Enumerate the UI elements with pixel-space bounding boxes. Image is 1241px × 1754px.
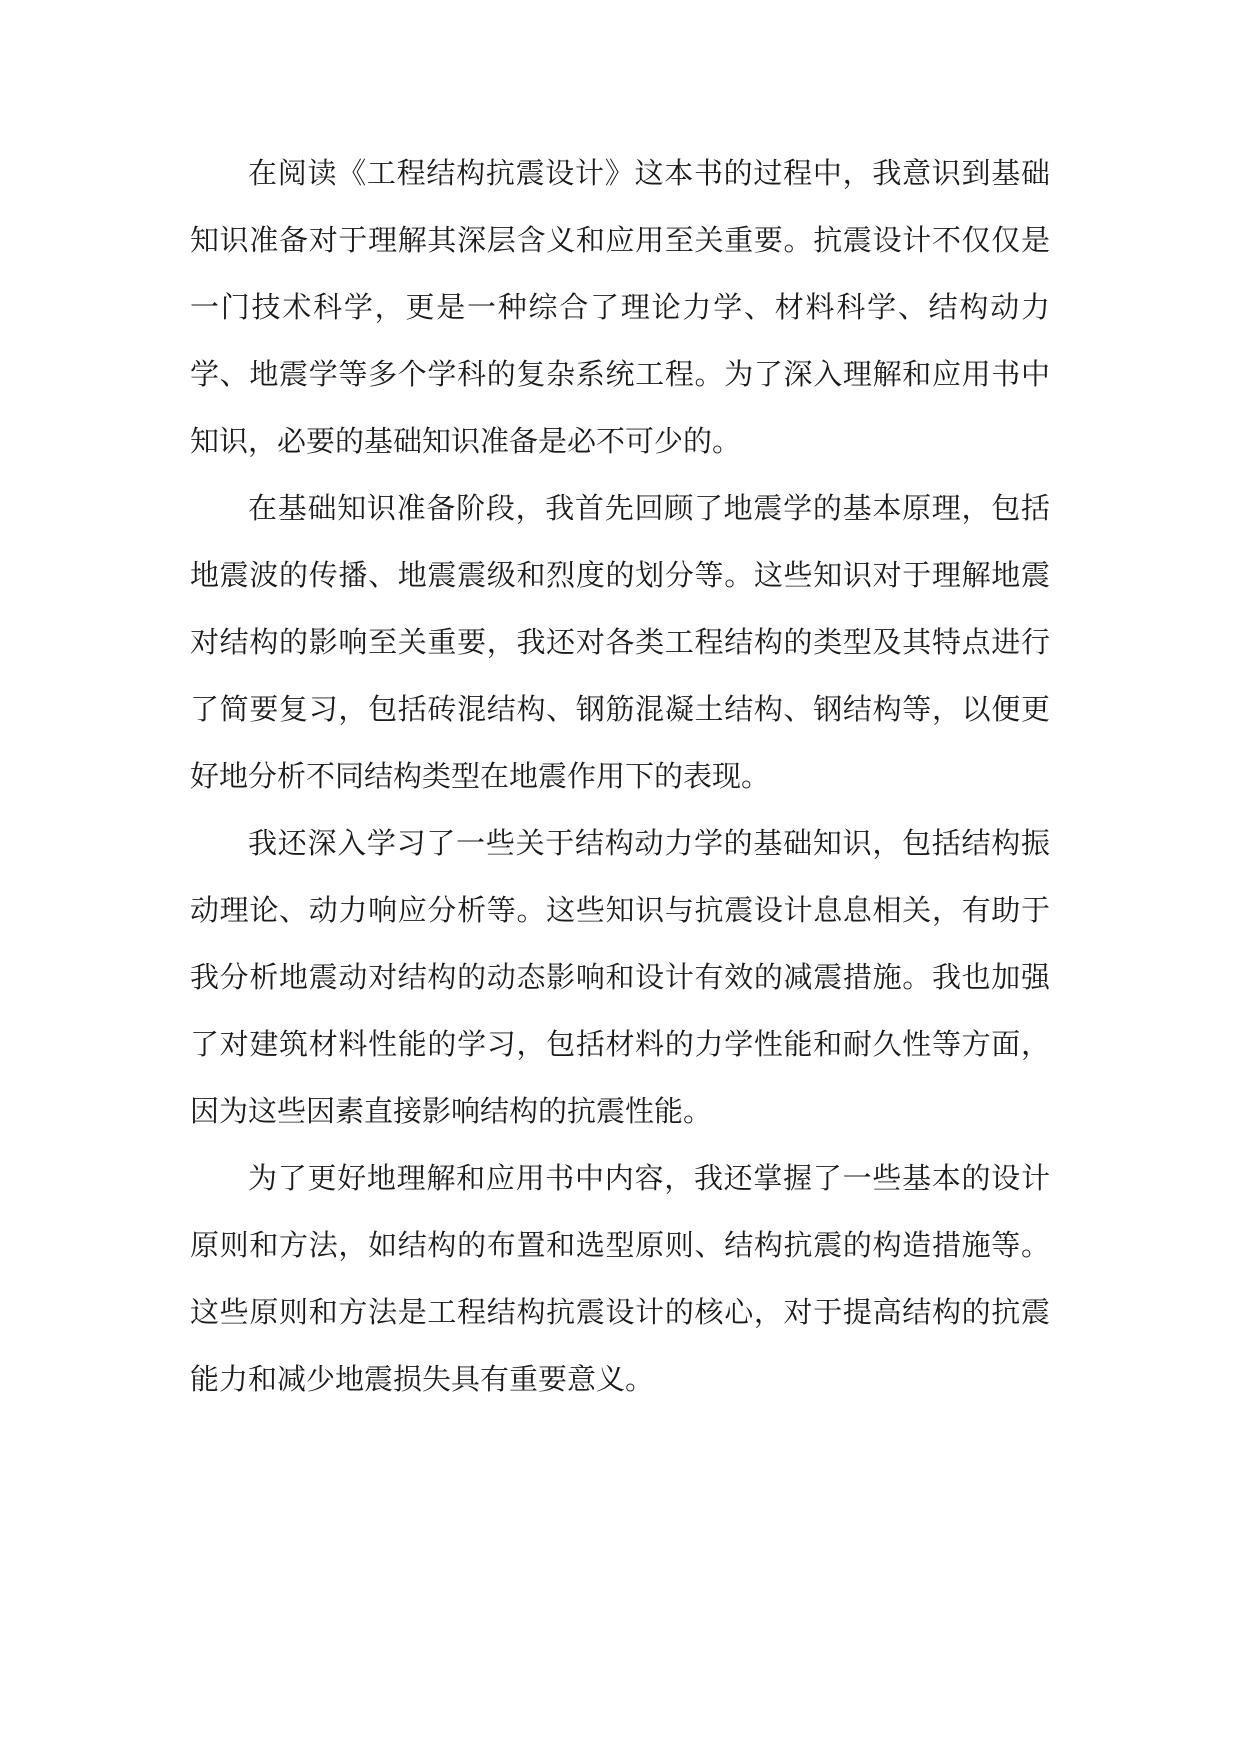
paragraph-2: 在基础知识准备阶段，我首先回顾了地震学的基本原理，包括地震波的传播、地震震级和烈度的划分等。这些知识对于理解地震对结构的影响至关重要，我还对各类工程结构的类型及其特点进行了简要复习，包括砖混结构、钢筋混凝土结构、钢结构等，以便更好地分析不同结构类型在地震作用下的表现。 xyxy=(190,491,1050,793)
document-body xyxy=(190,140,1050,1413)
paragraph-4: 为了更好地理解和应用书中内容，我还掌握了一些基本的设计原则和方法，如结构的布置和选型原则、结构抗震的构造措施等。这些原则和方法是工程结构抗震设计的核心，对于提高结构的抗震能力和减少地震损失具有重要意义。 xyxy=(190,1161,1050,1396)
paragraph-1: 在阅读《工程结构抗震设计》这本书的过程中，我意识到基础知识准备对于理解其深层含义和应用至关重要。抗震设计不仅仅是一门技术科学，更是一种综合了理论力学、材料科学、结构动力学、地震学等多个学科的复杂系统工程。为了深入理解和应用书中知识，必要的基础知识准备是必不可少的。 xyxy=(190,156,1050,458)
paragraph-3: 我还深入学习了一些关于结构动力学的基础知识，包括结构振动理论、动力响应分析等。这些知识与抗震设计息息相关，有助于我分析地震动对结构的动态影响和设计有效的减震措施。我也加强了对建筑材料性能的学习，包括材料的力学性能和耐久性等方面，因为这些因素直接影响结构的抗震性能。 xyxy=(190,826,1050,1128)
